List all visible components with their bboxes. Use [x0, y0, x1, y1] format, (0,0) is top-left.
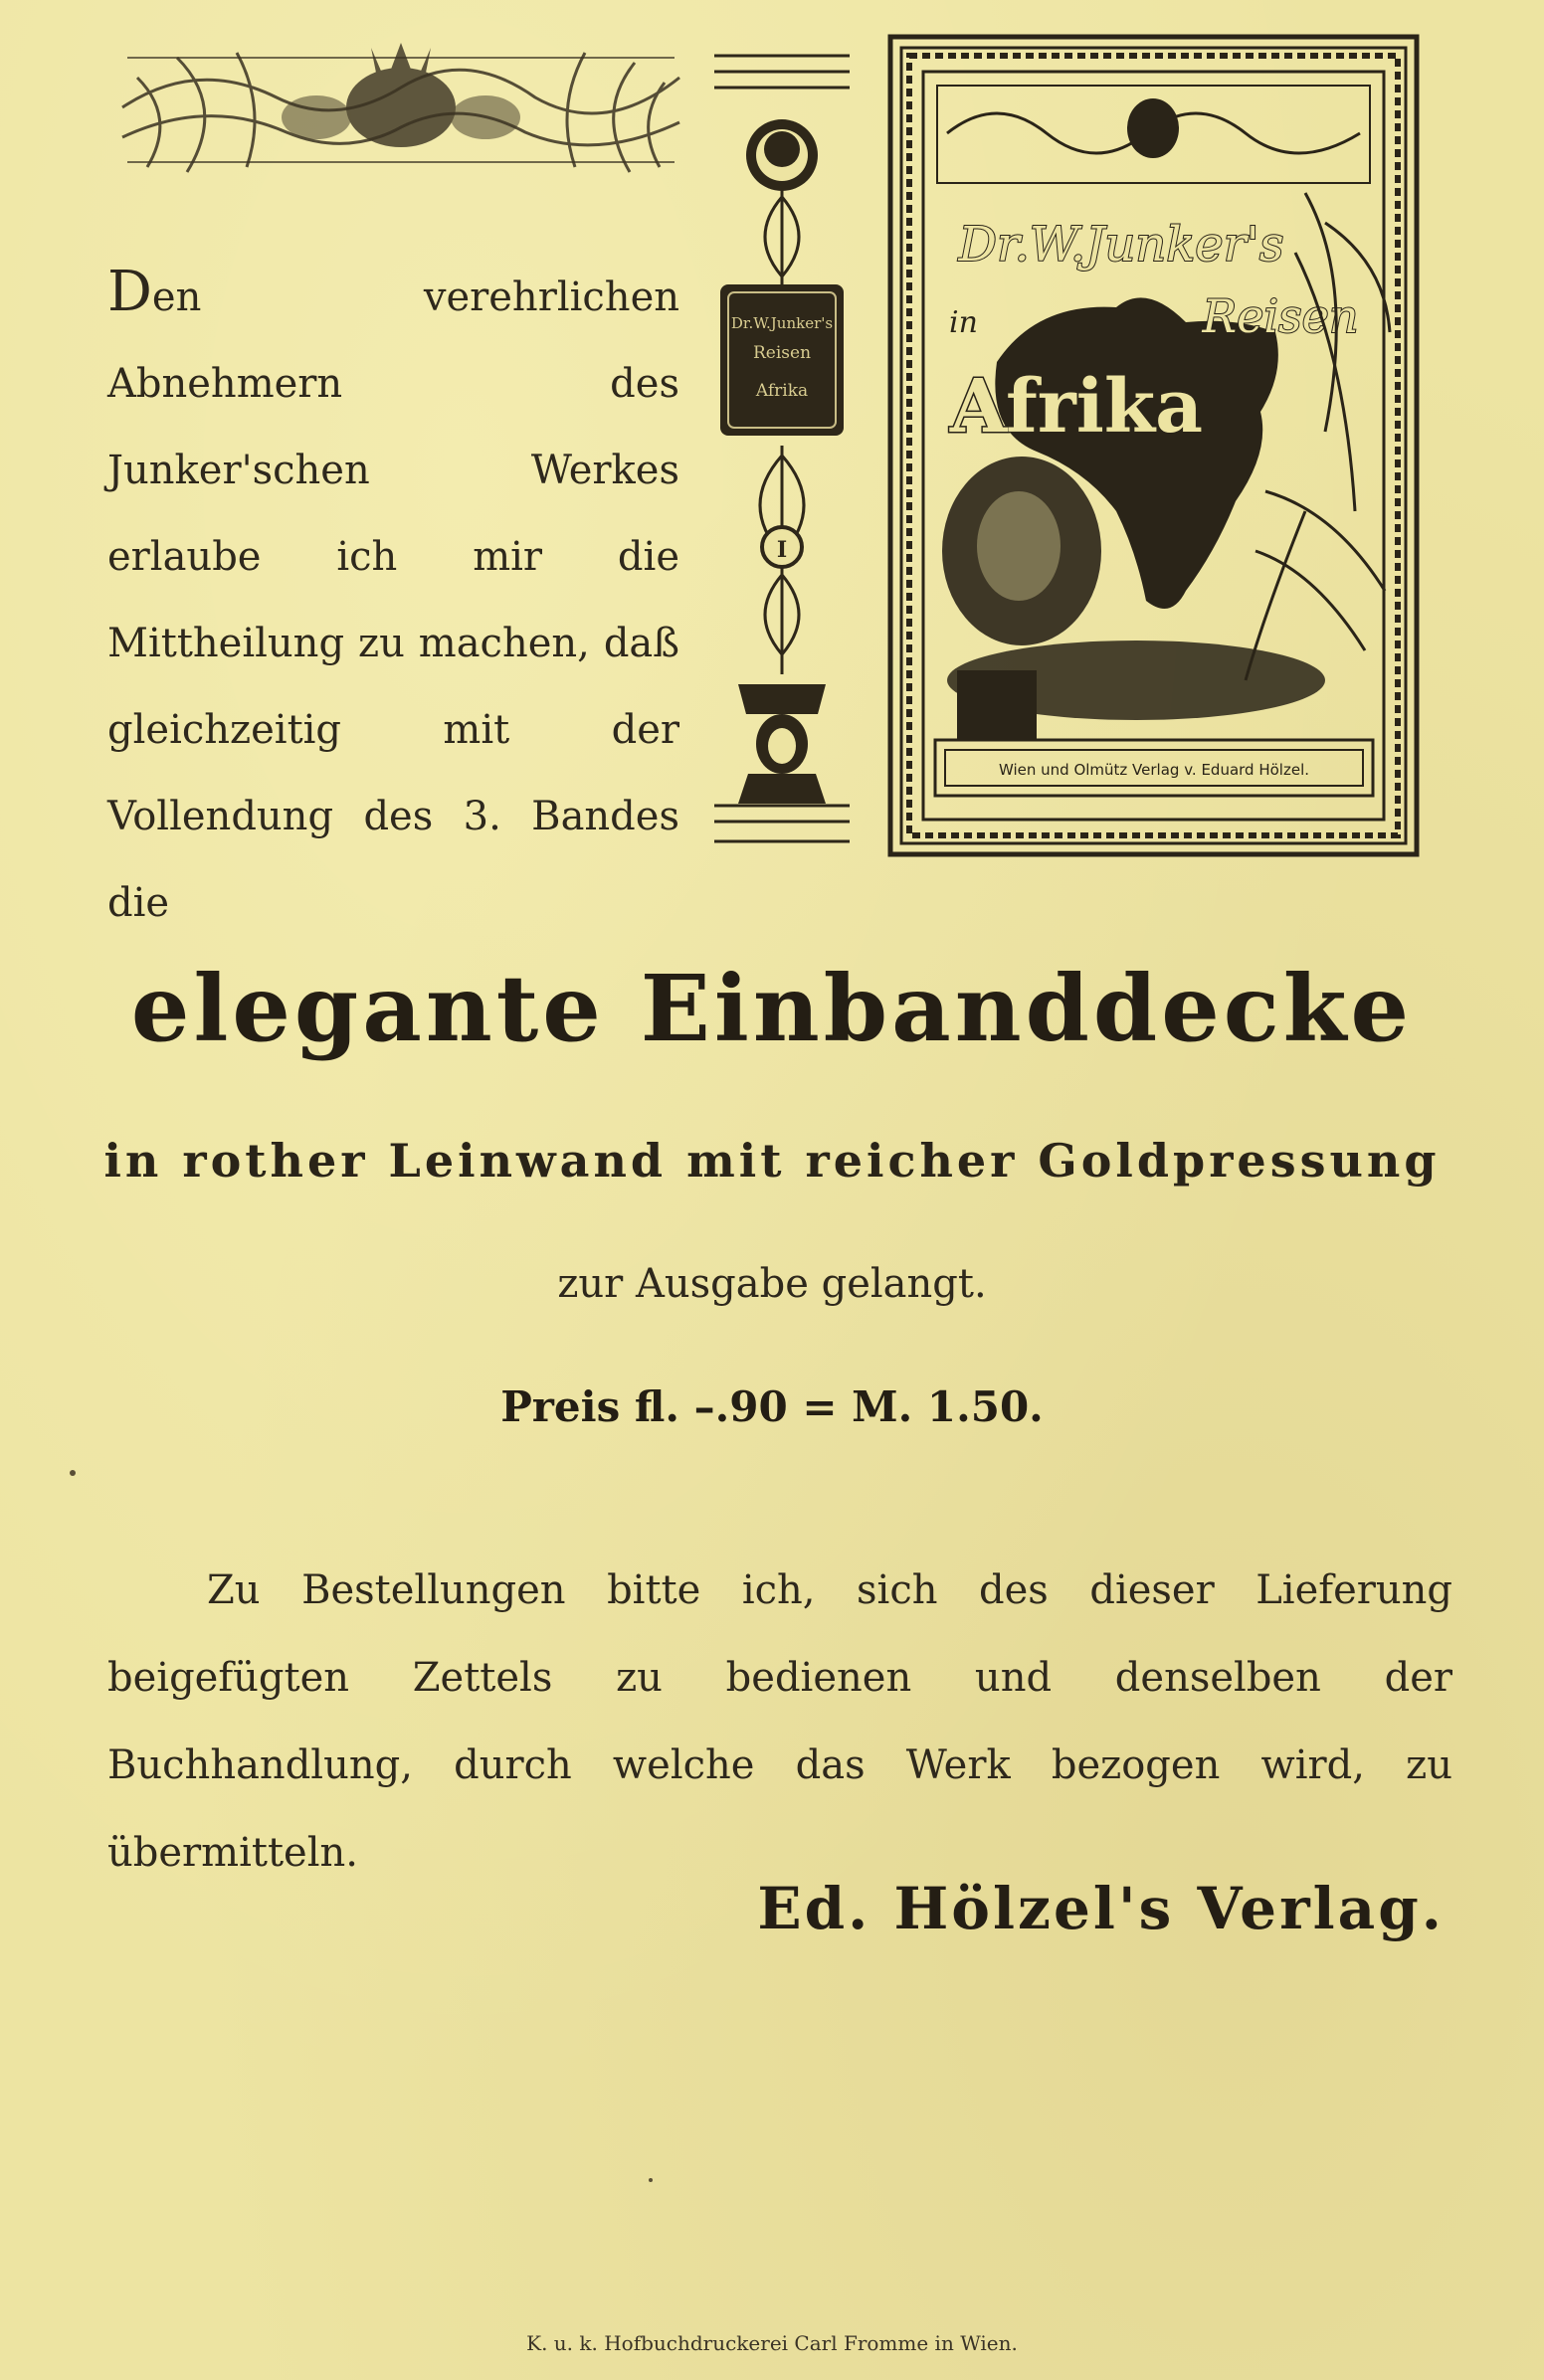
- cover-author: Dr.W.Junker's: [958, 217, 1284, 273]
- print-speck: [70, 1470, 76, 1476]
- cover-in: in: [949, 305, 978, 340]
- book-spine-illustration: [708, 38, 856, 855]
- printer-imprint: K. u. k. Hofbuchdruckerei Carl Fromme in Wien.: [526, 2331, 1018, 2355]
- drop-cap: D: [107, 260, 152, 324]
- order-text: Zu Bestellungen bitte ich, sich des dieser Lieferung beigefügten Zettels zu bedienen und denselben der Buchhandlung, durch welche das Werk bezogen wird, zu übermitteln.: [107, 1567, 1452, 1876]
- order-paragraph: [107, 1547, 1452, 1897]
- spine-title-line2: Reisen: [752, 343, 812, 363]
- cover-reisen: Reisen: [1202, 289, 1359, 343]
- spine-title-line1: Dr.W.Junker's: [730, 314, 834, 332]
- availability-line: zur Ausgabe gelangt.: [557, 1261, 987, 1307]
- price-line: Preis fl. –.90 = M. 1.50.: [500, 1382, 1044, 1431]
- cover-afrika: Afrika: [949, 364, 1204, 450]
- spine-title-line3: Afrika: [755, 381, 809, 401]
- print-speck: [649, 2178, 653, 2182]
- headline: elegante Einbanddecke: [130, 955, 1414, 1062]
- palm-ornament-illustration: [117, 38, 684, 177]
- cover-imprint: Wien und Olmütz Verlag v. Eduard Hölzel.: [998, 761, 1310, 779]
- intro-paragraph: [107, 249, 679, 947]
- subline: in rother Leinwand mit reicher Goldpressung: [103, 1134, 1441, 1188]
- publisher-signature: Ed. Hölzel's Verlag.: [757, 1875, 1445, 1942]
- book-cover-illustration: [887, 34, 1420, 857]
- intro-text: en verehrlichen Abnehmern des Junker'schen Werkes erlaube ich mir die Mittheilung zu machen, daß gleichzeitig mit der Vollendung des 3. Bandes die: [107, 275, 679, 926]
- spine-volume-number: I: [776, 537, 788, 563]
